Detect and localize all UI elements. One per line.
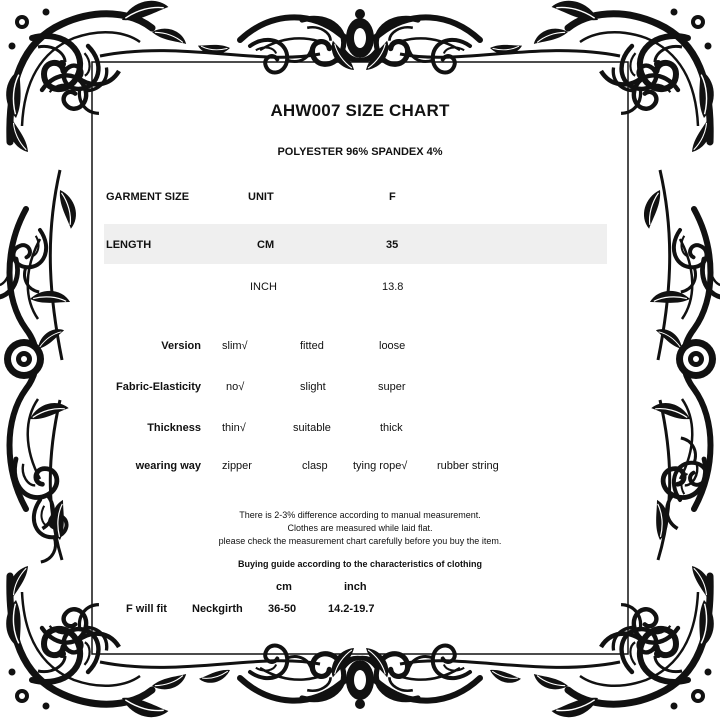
attr-thickness-label: Thickness [147,422,201,434]
attr-elasticity-option: slight [300,381,326,393]
chart-title: AHW007 SIZE CHART [270,101,450,120]
row-length-label: LENGTH [106,239,152,251]
attr-wearing-way-label: wearing way [135,460,201,472]
header-size-f: F [389,191,396,203]
row-length-unit: CM [257,239,275,251]
attr-wearing-way-option: tying rope√ [353,460,408,472]
note-line: There is 2-3% difference according to manual measurement. [239,510,481,520]
attr-version-label: Version [161,340,201,352]
attr-elasticity-option: super [378,381,406,393]
row-inch-value: 13.8 [382,281,404,293]
guide-cm-value: 36-50 [268,603,297,615]
guide-part: Neckgirth [192,603,243,615]
note-line: Clothes are measured while laid flat. [287,523,433,533]
attr-wearing-way-option: clasp [302,460,328,472]
attr-thickness-option: thin√ [222,422,246,434]
attr-version-option: loose [379,340,406,352]
attr-thickness-option: thick [380,422,403,434]
fabric-composition: POLYESTER 96% SPANDEX 4% [277,146,443,158]
note-line: please check the measurement chart carefully before you buy the item. [218,536,502,546]
attr-elasticity-label: Fabric-Elasticity [116,381,201,393]
attr-wearing-way-option: zipper [222,460,252,472]
attr-elasticity-option: no√ [226,381,245,393]
attr-version-option: fitted [300,340,324,352]
header-unit: UNIT [248,191,274,203]
guide-col-cm: cm [276,581,292,593]
attr-wearing-way-option: rubber string [437,460,499,472]
row-inch-unit: INCH [250,281,277,293]
guide-col-inch: inch [344,581,367,593]
guide-fit-label: F will fit [126,603,167,615]
table-row-shaded [104,224,607,264]
guide-inch-value: 14.2-19.7 [328,603,375,615]
header-garment-size: GARMENT SIZE [106,191,190,203]
attr-thickness-option: suitable [293,422,331,434]
attr-version-option: slim√ [222,340,248,352]
row-length-value: 35 [386,239,399,251]
buying-guide-heading: Buying guide according to the characteristics of clothing [237,559,483,569]
